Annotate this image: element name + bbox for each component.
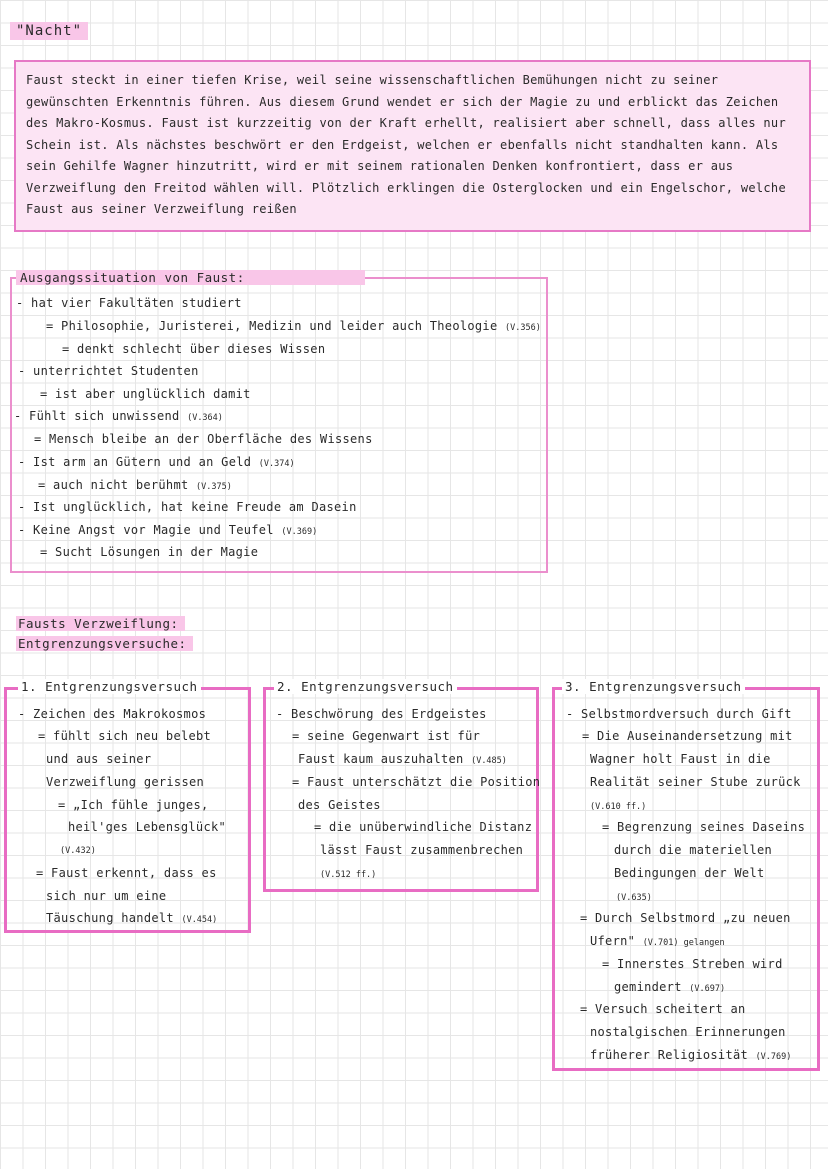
attempt-3-line: = Durch Selbstmord „zu neuen: [580, 911, 791, 925]
attempt-3-line: früherer Religiosität (V.769): [590, 1048, 792, 1062]
attempt-3-line: durch die materiellen: [614, 843, 773, 857]
attempt-3-line: Wagner holt Faust in die: [590, 752, 771, 766]
attempt-3-line: nostalgischen Erinnerungen: [590, 1025, 786, 1039]
situation-line: - Fühlt sich unwissend (V.364): [14, 409, 223, 423]
attempt-2-line: des Geistes: [298, 798, 381, 812]
attempt-1-line: = fühlt sich neu belebt: [38, 729, 212, 743]
situation-line: - unterrichtet Studenten: [18, 364, 199, 378]
attempt-3-line: Ufern" (V.701) gelangen: [590, 934, 725, 948]
situation-line: = Sucht Lösungen in der Magie: [40, 545, 259, 559]
attempt-3-line: (V.610 ff.): [590, 802, 647, 812]
attempt-2-line: (V.512 ff.): [320, 870, 377, 880]
attempt-2-line: = seine Gegenwart ist für: [292, 729, 481, 743]
situation-line: = Philosophie, Juristerei, Medizin und leider auch Theologie (V.356): [46, 319, 541, 333]
situation-line: - Keine Angst vor Magie und Teufel (V.369): [18, 523, 318, 537]
attempt-3-title: 3. Entgrenzungsversuch: [562, 679, 745, 694]
attempt-3-line: = Die Auseinandersetzung mit: [582, 729, 793, 743]
attempt-2-line: = die unüberwindliche Distanz: [314, 820, 533, 834]
attempt-1-line: sich nur um eine: [46, 889, 167, 903]
attempt-1-line: - Zeichen des Makrokosmos: [18, 707, 207, 721]
attempt-3-line: (V.635): [616, 893, 652, 903]
situation-title: Ausgangssituation von Faust:: [16, 270, 365, 285]
attempt-2-line: lässt Faust zusammenbrechen: [320, 843, 524, 857]
attempt-3-line: - Selbstmordversuch durch Gift: [566, 707, 792, 721]
situation-line: - Ist unglücklich, hat keine Freude am Dasein: [18, 500, 357, 514]
attempt-3-line: = Begrenzung seines Daseins: [602, 820, 806, 834]
attempt-2-line: Faust kaum auszuhalten (V.485): [298, 752, 507, 766]
attempt-1-line: (V.432): [60, 846, 96, 856]
situation-line: = denkt schlecht über dieses Wissen: [62, 342, 326, 356]
page-title: "Nacht": [10, 22, 88, 40]
attempt-2-line: = Faust unterschätzt die Position: [292, 775, 541, 789]
attempt-1-line: = Faust erkennt, dass es: [36, 866, 217, 880]
situation-line: = auch nicht berühmt (V.375): [38, 478, 232, 492]
despair-subtitle: Entgrenzungsversuche:: [16, 636, 193, 651]
attempt-3-line: Realität seiner Stube zurück: [590, 775, 801, 789]
attempt-3-line: = Innerstes Streben wird: [602, 957, 783, 971]
summary-box: Faust steckt in einer tiefen Krise, weil seine wissenschaftlichen Bemühungen nicht zu seiner gewünschten Erkenntnis führen. Aus diesem Grund wendet er sich der Magie zu und erblickt das Zeichen des Makro-Kosmus. Faust ist kurzzeitig von der Kraft erhellt, realisiert aber schnell, dass alles nur Schein ist. Als nächstes beschwört er den Erdgeist, welchen er ebenfalls nicht standhalten kann. Als sein Gehilfe Wagner hinzutritt, wird er mit seinem rationalen Denken konfrontiert, dass er aus Verzweiflung den Freitod wählen will. Plötzlich erklingen die Osterglocken und ein Engelschor, welche Faust aus seiner Verzweiflung reißen: [14, 60, 811, 232]
attempt-1-title: 1. Entgrenzungsversuch: [18, 679, 201, 694]
attempt-1-line: = „Ich fühle junges,: [58, 798, 209, 812]
despair-title: Fausts Verzweiflung:: [16, 616, 185, 631]
despair-heading: [16, 614, 193, 654]
attempt-3-line: gemindert (V.697): [614, 980, 726, 994]
attempt-1-line: Verzweiflung gerissen: [46, 775, 205, 789]
situation-line: = ist aber unglücklich damit: [40, 387, 251, 401]
situation-line: - Ist arm an Gütern und an Geld (V.374): [18, 455, 295, 469]
attempt-3-line: = Versuch scheitert an: [580, 1002, 746, 1016]
attempt-2-title: 2. Entgrenzungsversuch: [274, 679, 457, 694]
attempt-1-line: heil'ges Lebensglück": [68, 820, 227, 834]
situation-line: = Mensch bleibe an der Oberfläche des Wissens: [34, 432, 373, 446]
attempt-1-line: Täuschung handelt (V.454): [46, 911, 218, 925]
attempt-3-line: Bedingungen der Welt: [614, 866, 765, 880]
situation-line: - hat vier Fakultäten studiert: [16, 296, 242, 310]
attempt-1-line: und aus seiner: [46, 752, 152, 766]
attempt-2-line: - Beschwörung des Erdgeistes: [276, 707, 487, 721]
